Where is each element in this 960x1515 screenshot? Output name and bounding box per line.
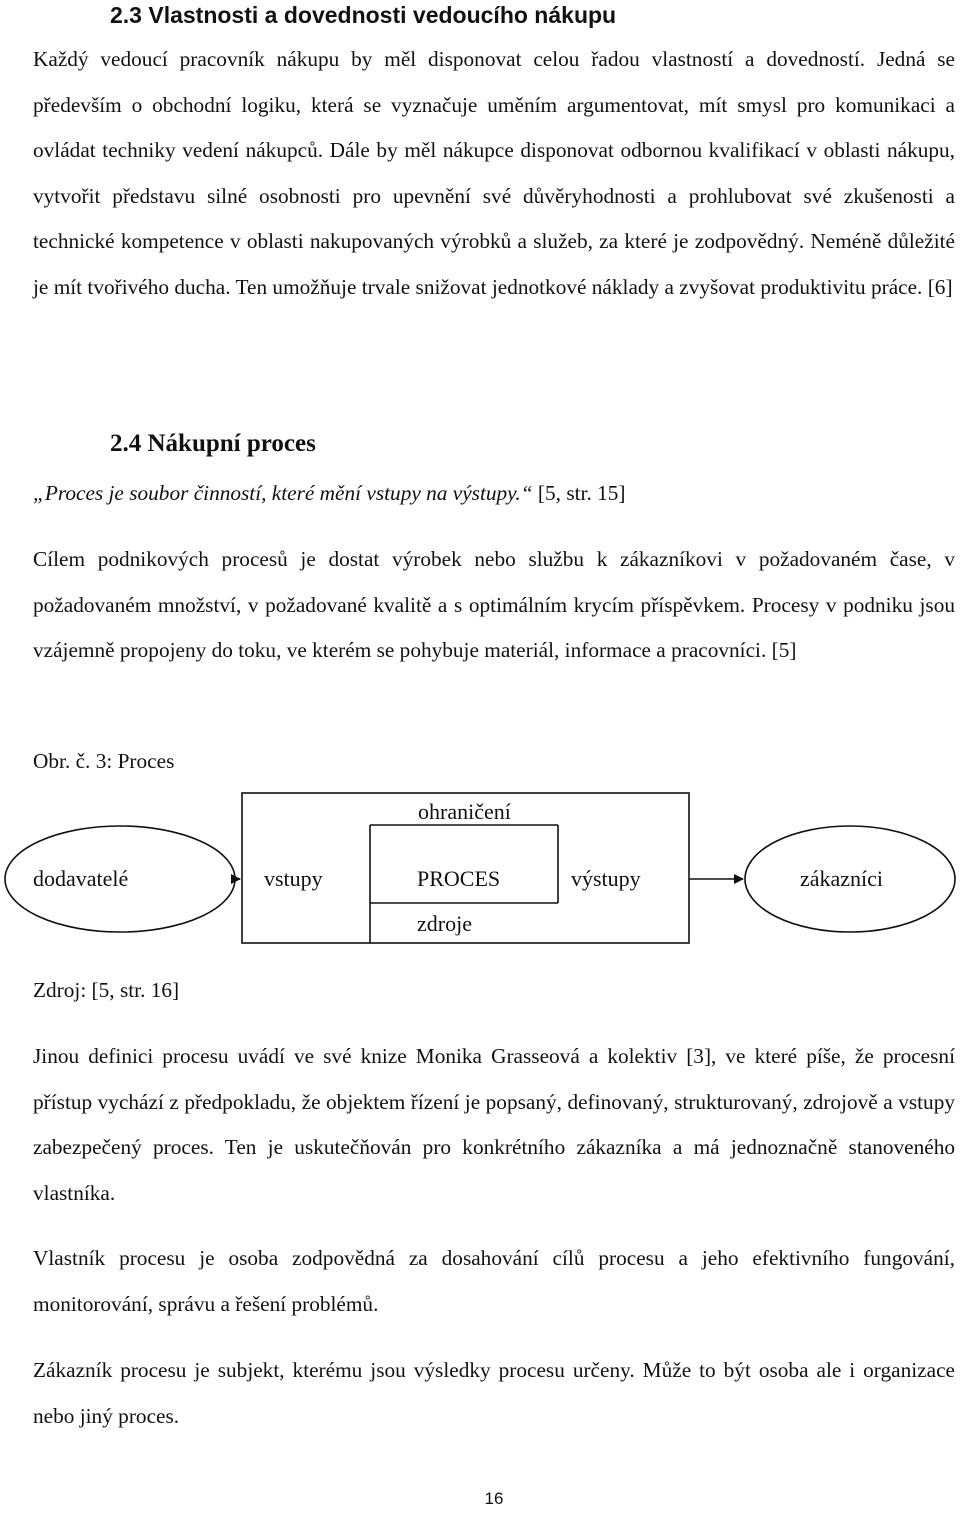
label-process: PROCES xyxy=(417,866,501,891)
label-boundary: ohraničení xyxy=(418,799,511,824)
paragraph-grasseova-definition: Jinou definici procesu uvádí ve své knize Monika Grasseová a kolektiv [3], ve které píše, že procesní přístup vychází z předpokladu, že objektem řízení je popsaný, definovaný, strukturovaný, zdrojově a vstupy zabezpečený proces. Ten je uskutečňován pro konkrétního zákazníka a má jednoznačně stanoveného vlastníka. xyxy=(33,1044,955,1205)
label-customers: zákazníci xyxy=(800,866,884,891)
label-inputs: vstupy xyxy=(264,866,323,891)
label-suppliers: dodavatelé xyxy=(33,866,129,891)
label-resources: zdroje xyxy=(417,911,472,936)
figure-caption: Obr. č. 3: Proces xyxy=(33,749,175,773)
process-diagram xyxy=(0,785,960,960)
section-heading-2-4: 2.4 Nákupní proces xyxy=(110,430,316,457)
label-outputs: výstupy xyxy=(571,866,641,891)
quote-text: „Proces je soubor činností, které mění vstupy na výstupy.“ xyxy=(33,481,533,505)
paragraph-process-owner: Vlastník procesu je osoba zodpovědná za dosahování cílů procesu a jeho efektivního fungování, monitorování, správu a řešení problémů. xyxy=(33,1246,955,1316)
quote-reference: [5, str. 15] xyxy=(532,481,626,505)
paragraph-process-goals: Cílem podnikových procesů je dostat výrobek nebo službu k zákazníkovi v požadovaném čase, v požadovaném množství, v požadované kvalitě a s optimálním krycím příspěvkem. Procesy v podniku jsou vzájemně propojeny do toku, ve kterém se pohybuje materiál, informace a pracovníci. [5] xyxy=(33,547,955,662)
process-definition-quote xyxy=(33,476,625,510)
page-number: 16 xyxy=(484,1489,504,1508)
section-heading-2-3: 2.3 Vlastnosti a dovednosti vedoucího nákupu xyxy=(110,2,617,28)
paragraph-process-customer: Zákazník procesu je subjekt, kterému jsou výsledky procesu určeny. Může to být osoba ale i organizace nebo jiný proces. xyxy=(33,1358,955,1428)
figure-source: Zdroj: [5, str. 16] xyxy=(33,978,180,1002)
paragraph-purchasing-manager-skills: Každý vedoucí pracovník nákupu by měl disponovat celou řadou vlastností a dovedností. Jedná se především o obchodní logiku, která se vyznačuje uměním argumentovat, mít smysl pro komunikaci a ovládat techniky vedení nákupců. Dále by měl nákupce disponovat odbornou kvalifikací v oblasti nákupu, vytvořit představu silné osobnosti pro upevnění své důvěryhodnosti a prohlubovat své zkušenosti a technické kompetence v oblasti nakupovaných výrobků a služeb, za které je zodpovědný. Neméně důležité je mít tvořivého ducha. Ten umožňuje trvale snižovat jednotkové náklady a zvyšovat produktivitu práce. [6] xyxy=(33,47,955,299)
